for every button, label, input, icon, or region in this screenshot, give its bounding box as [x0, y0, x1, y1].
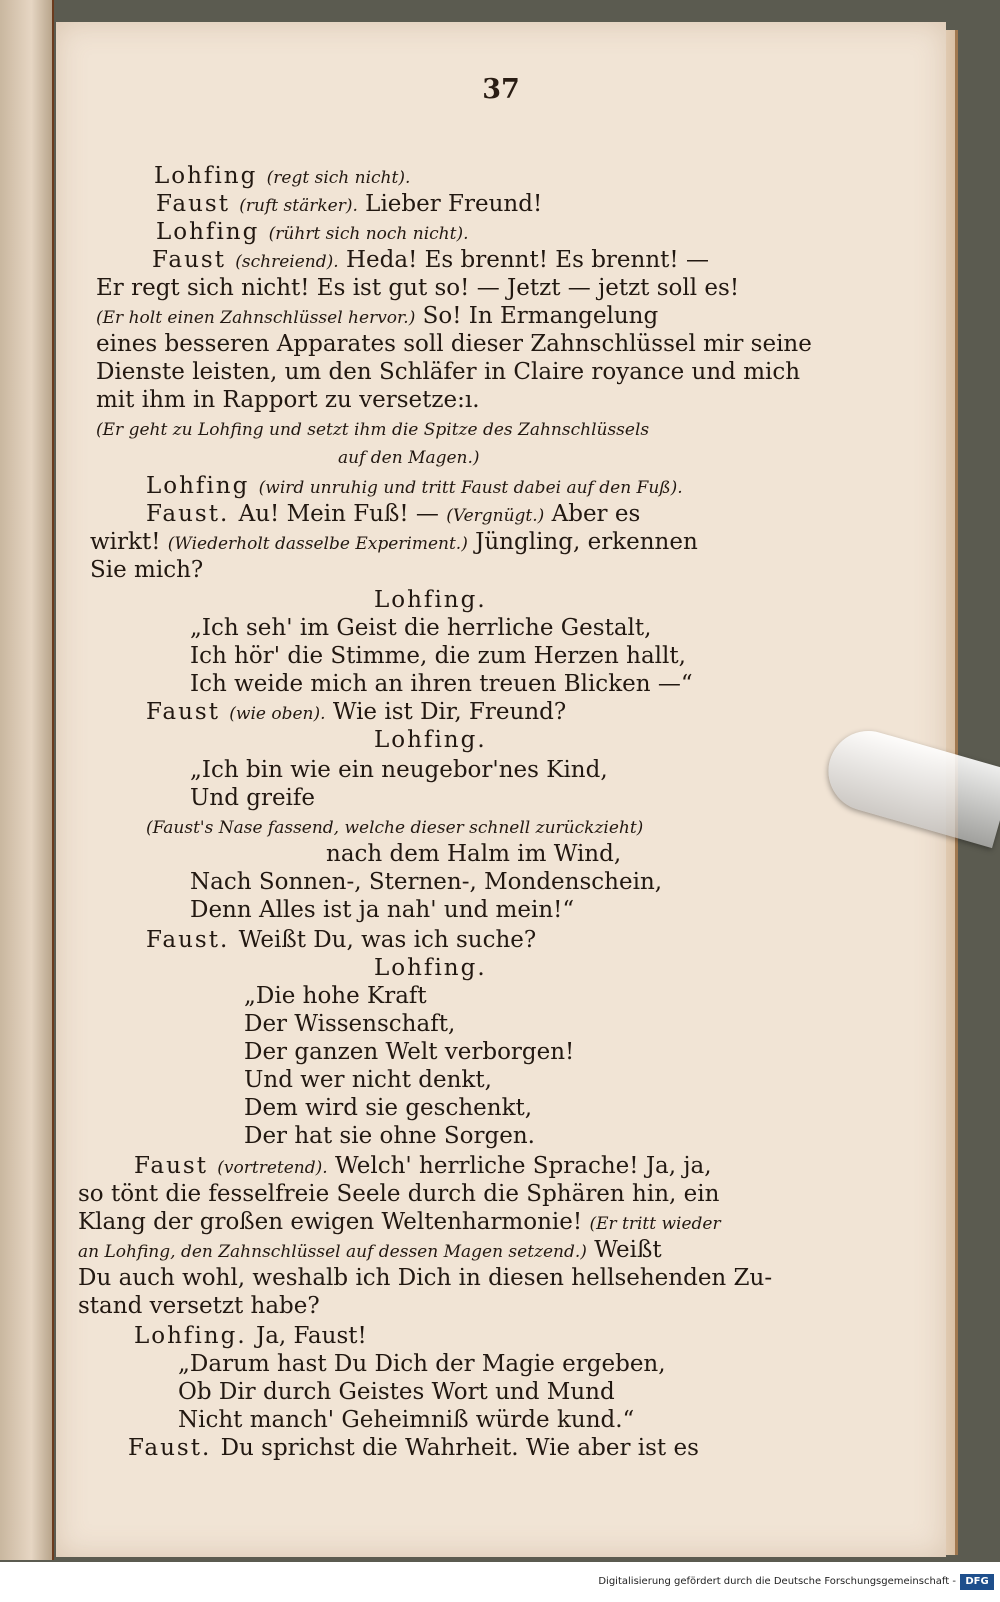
- dialogue-text: Dienste leisten, um den Schläfer in Claire royance und mich: [96, 359, 801, 385]
- dialogue-text: Ob Dir durch Geistes Wort und Mund: [178, 1379, 615, 1405]
- dialogue-text: Welch' herrliche Sprache! Ja, ja,: [327, 1153, 712, 1179]
- dialogue-text: stand versetzt habe?: [78, 1293, 320, 1319]
- footer-credit: Digitalisierung gefördert durch die Deutsche Forschungsgemeinschaft -: [598, 1576, 956, 1587]
- stage-direction: (Wiederholt dasselbe Experiment.): [167, 534, 468, 554]
- text-line: [96, 274, 739, 302]
- dialogue-text: Weißt Du, was ich suche?: [238, 927, 537, 953]
- speaker-name: Lohfing.: [374, 587, 487, 613]
- text-line: [96, 330, 812, 358]
- text-line: [178, 1378, 615, 1406]
- dialogue-text: Sie mich?: [90, 557, 204, 583]
- speaker-name: Lohfing.: [374, 955, 487, 981]
- dialogue-text: Lieber Freund!: [357, 191, 543, 217]
- stage-direction: auf den Magen.): [338, 448, 480, 468]
- dialogue-text: Ich weide mich an ihren treuen Blicken —“: [190, 671, 693, 697]
- stage-direction: (wie oben).: [229, 704, 326, 724]
- dialogue-text: Du sprichst die Wahrheit. Wie aber ist es: [220, 1435, 699, 1461]
- text-line: [338, 442, 480, 472]
- text-line: [78, 1180, 719, 1208]
- speaker-name: Lohfing: [156, 219, 269, 245]
- dialogue-text: eines besseren Apparates soll dieser Zahnschlüssel mir seine: [96, 331, 812, 357]
- text-line: [96, 358, 800, 386]
- text-line: [146, 472, 683, 502]
- footer-bar: [0, 1562, 1000, 1602]
- text-line: [374, 726, 487, 754]
- dialogue-text: mit ihm in Rapport zu versetze:ı.: [96, 387, 480, 413]
- dialogue-text: Der Wissenschaft,: [244, 1011, 456, 1037]
- text-line: [96, 302, 658, 332]
- dialogue-text: „Ich seh' im Geist die herrliche Gestalt,: [190, 615, 652, 641]
- text-line: [190, 868, 662, 896]
- dialogue-text: Denn Alles ist ja nah' und mein!“: [190, 897, 575, 923]
- speaker-name: Faust: [134, 1153, 218, 1179]
- stage-direction: (Er geht zu Lohfing und setzt ihm die Spitze des Zahnschlüssels: [96, 420, 650, 440]
- stage-direction: (vortretend).: [217, 1158, 328, 1178]
- dialogue-text: Nach Sonnen-, Sternen-, Mondenschein,: [190, 869, 663, 895]
- stage-direction: (ruft stärker).: [239, 196, 358, 216]
- text-line: [156, 218, 469, 248]
- speaker-name: Faust: [146, 699, 230, 725]
- text-line: [244, 1066, 492, 1094]
- text-line: [128, 1434, 699, 1462]
- dialogue-text: Heda! Es brennt! Es brennt! —: [338, 247, 709, 273]
- dialogue-text: Er regt sich nicht! Es ist gut so! — Jetzt — jetzt soll es!: [96, 275, 740, 301]
- stage-direction: (Faust's Nase fassend, welche dieser schnell zurückzieht): [146, 818, 644, 838]
- dialogue-text: Der ganzen Welt verborgen!: [244, 1039, 575, 1065]
- text-line: [156, 190, 542, 220]
- text-line: [154, 162, 410, 192]
- text-line: [190, 756, 608, 784]
- text-line: [134, 1322, 367, 1350]
- text-line: [178, 1406, 634, 1434]
- speaker-name: Faust.: [146, 927, 239, 953]
- dialogue-text: nach dem Halm im Wind,: [326, 841, 622, 867]
- stage-direction: (Er tritt wieder: [589, 1214, 721, 1234]
- speaker-name: Lohfing.: [134, 1323, 256, 1349]
- text-line: [190, 642, 686, 670]
- text-line: [178, 1350, 666, 1378]
- text-line: [96, 386, 480, 414]
- text-line: [90, 556, 203, 584]
- dialogue-text: „Die hohe Kraft: [244, 983, 427, 1009]
- left-page-edge: [0, 0, 54, 1560]
- text-line: [78, 1292, 320, 1320]
- dialogue-text: Ich hör' die Stimme, die zum Herzen hallt,: [190, 643, 686, 669]
- text-line: [374, 586, 487, 614]
- dialogue-text: Klang der großen ewigen Weltenharmonie!: [78, 1209, 590, 1235]
- dialogue-text: Dem wird sie geschenkt,: [244, 1095, 533, 1121]
- text-line: [90, 528, 698, 558]
- text-line: [244, 1094, 532, 1122]
- speaker-name: Faust.: [128, 1435, 221, 1461]
- speaker-name: Faust: [156, 191, 240, 217]
- text-line: [78, 1264, 772, 1292]
- speaker-name: Lohfing: [146, 473, 259, 499]
- dialogue-text: Der hat sie ohne Sorgen.: [244, 1123, 535, 1149]
- text-line: [374, 954, 487, 982]
- speaker-name: Faust: [152, 247, 236, 273]
- dialogue-text: „Darum hast Du Dich der Magie ergeben,: [178, 1351, 666, 1377]
- text-line: [244, 1122, 535, 1150]
- dialogue-text: Au! Mein Fuß! —: [238, 501, 447, 527]
- text-line: [244, 1010, 455, 1038]
- text-line: [134, 1152, 712, 1182]
- text-line: [146, 812, 643, 842]
- speaker-name: Lohfing.: [374, 727, 487, 753]
- text-line: [190, 670, 693, 698]
- text-line: [146, 698, 566, 728]
- stage-direction: (wird unruhig und tritt Faust dabei auf den Fuß).: [258, 478, 683, 498]
- dialogue-text: Und greife: [190, 785, 316, 811]
- dialogue-text: Ja, Faust!: [255, 1323, 367, 1349]
- dialogue-text: So! In Ermangelung: [415, 303, 659, 329]
- text-line: [146, 926, 536, 954]
- stage-direction: (regt sich nicht).: [266, 168, 411, 188]
- text-line: [96, 414, 649, 444]
- dialogue-text: Du auch wohl, weshalb ich Dich in diesen hellsehenden Zu-: [78, 1265, 773, 1291]
- text-line: [244, 982, 427, 1010]
- text-line: [244, 1038, 574, 1066]
- text-line: [78, 1208, 721, 1238]
- dialogue-text: so tönt die fesselfreie Seele durch die Sphären hin, ein: [78, 1181, 720, 1207]
- dialogue-text: Wie ist Dir, Freund?: [325, 699, 567, 725]
- text-line: [190, 896, 574, 924]
- text-line: [78, 1236, 662, 1266]
- dfg-logo: DFG: [960, 1574, 994, 1590]
- dialogue-text: Jüngling, erkennen: [467, 529, 698, 555]
- text-line: [190, 784, 315, 812]
- page-number: 37: [482, 74, 520, 105]
- dialogue-text: Und wer nicht denkt,: [244, 1067, 492, 1093]
- dialogue-text: Aber es: [544, 501, 641, 527]
- stage-direction: (Vergnügt.): [446, 506, 545, 526]
- speaker-name: Faust.: [146, 501, 239, 527]
- text-line: [326, 840, 621, 868]
- book-page: [56, 22, 946, 1557]
- stage-direction: (Er holt einen Zahnschlüssel hervor.): [96, 308, 416, 328]
- text-line: [152, 246, 709, 276]
- dialogue-text: wirkt!: [90, 529, 168, 555]
- dialogue-text: Weißt: [586, 1237, 662, 1263]
- stage-direction: an Lohfing, den Zahnschlüssel auf dessen Magen setzend.): [78, 1242, 587, 1262]
- stage-direction: (schreiend).: [235, 252, 339, 272]
- text-line: [190, 614, 651, 642]
- stage-direction: (rührt sich noch nicht).: [268, 224, 469, 244]
- dialogue-text: „Ich bin wie ein neugebor'nes Kind,: [190, 757, 608, 783]
- speaker-name: Lohfing: [154, 163, 267, 189]
- text-line: [146, 500, 640, 530]
- dialogue-text: Nicht manch' Geheimniß würde kund.“: [178, 1407, 635, 1433]
